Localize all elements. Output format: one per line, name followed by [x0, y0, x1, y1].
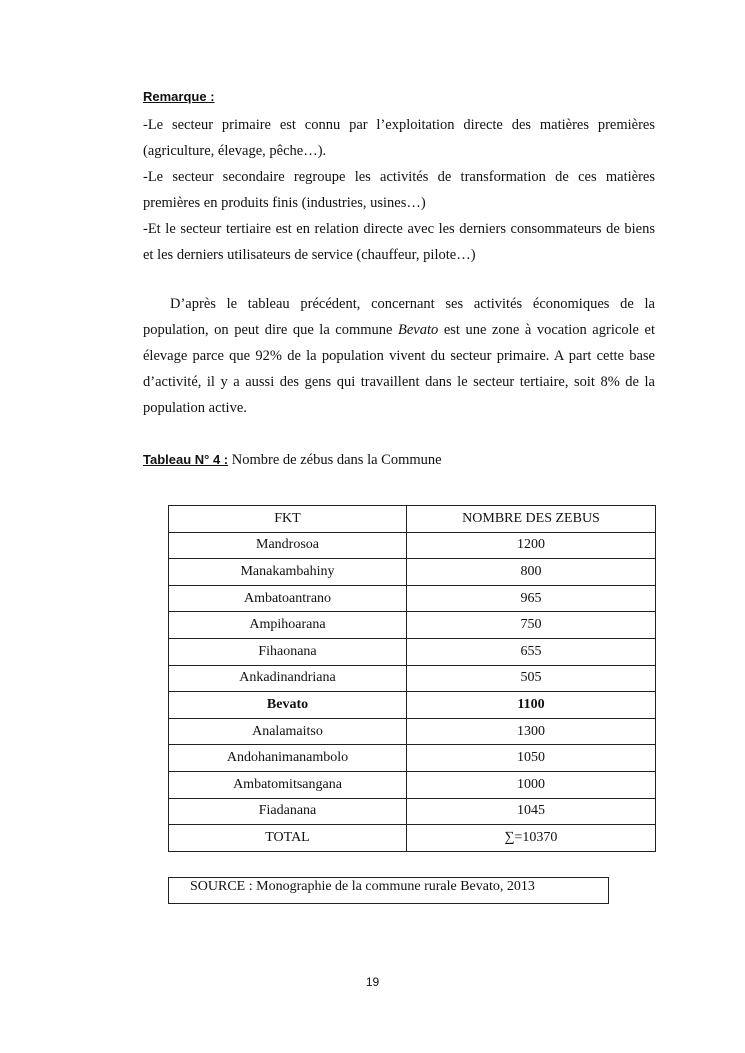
table-row — [169, 532, 656, 559]
total-value: ∑=10370 — [407, 825, 656, 852]
fkt-cell: Fihaonana — [169, 638, 407, 665]
table-row-highlighted — [169, 692, 656, 719]
remark-body — [143, 112, 655, 268]
remark-title: Remarque : — [143, 89, 215, 104]
count-cell: 965 — [407, 585, 656, 612]
remark-line-tertiary: -Et le secteur tertiaire est en relation directe avec les derniers consommateurs de biens et les derniers utilisateurs de service (chauffeur, pilote…) — [143, 221, 655, 263]
table-row — [169, 798, 656, 825]
count-cell: 1200 — [407, 532, 656, 559]
table-row — [169, 585, 656, 612]
fkt-cell: Analamaitso — [169, 718, 407, 745]
table-caption-label: Tableau N° 4 : — [143, 452, 229, 467]
table-row — [169, 771, 656, 798]
fkt-cell: Ambatoantrano — [169, 585, 407, 612]
fkt-cell: Fiadanana — [169, 798, 407, 825]
count-cell: 1050 — [407, 745, 656, 772]
analysis-paragraph — [143, 291, 655, 421]
remark-line-secondary: -Le secteur secondaire regroupe les activités de transformation de ces matières premières en produits finis (industries, usines…) — [143, 169, 655, 211]
table-caption-text: Nombre de zébus dans la Commune — [228, 452, 442, 468]
count-cell: 1000 — [407, 771, 656, 798]
paragraph-commune-name: Bevato — [398, 322, 439, 338]
source-note: SOURCE : Monographie de la commune rurale Bevato, 2013 — [168, 877, 609, 904]
total-label: TOTAL — [169, 825, 407, 852]
table-row — [169, 638, 656, 665]
fkt-cell: Manakambahiny — [169, 559, 407, 586]
header-zebu-count: NOMBRE DES ZEBUS — [407, 506, 656, 533]
fkt-cell: Ambatomitsangana — [169, 771, 407, 798]
table-row — [169, 612, 656, 639]
table-row — [169, 559, 656, 586]
paragraph-part1: D’après le tableau précédent, concernant ses activités économiques de la population, on peut dire que la commune — [143, 296, 655, 338]
table-caption — [143, 452, 442, 469]
remark-line-primary: -Le secteur primaire est connu par l’exploitation directe des matières premières (agriculture, élevage, pêche…). — [143, 117, 655, 159]
count-cell: 750 — [407, 612, 656, 639]
fkt-cell: Andohanimanambolo — [169, 745, 407, 772]
count-cell: 655 — [407, 638, 656, 665]
fkt-cell: Mandrosoa — [169, 532, 407, 559]
table-header-row — [169, 506, 656, 533]
table-row — [169, 745, 656, 772]
table-row — [169, 665, 656, 692]
count-cell: 1300 — [407, 718, 656, 745]
zebu-table — [168, 505, 656, 852]
fkt-cell: Ampihoarana — [169, 612, 407, 639]
table-row — [169, 718, 656, 745]
count-cell: 800 — [407, 559, 656, 586]
count-cell: 505 — [407, 665, 656, 692]
count-cell: 1100 — [407, 692, 656, 719]
header-fkt: FKT — [169, 506, 407, 533]
count-cell: 1045 — [407, 798, 656, 825]
fkt-cell: Bevato — [169, 692, 407, 719]
table-total-row — [169, 825, 656, 852]
paragraph-part2: est une zone à vocation agricole et élevage parce que 92% de la population vivent du secteur primaire. A part cette base d’activité, il y a aussi des gens qui travaillent dans le secteur tertiaire, soit 8% de la population active. — [143, 322, 655, 416]
page-number: 19 — [365, 975, 380, 989]
fkt-cell: Ankadinandriana — [169, 665, 407, 692]
